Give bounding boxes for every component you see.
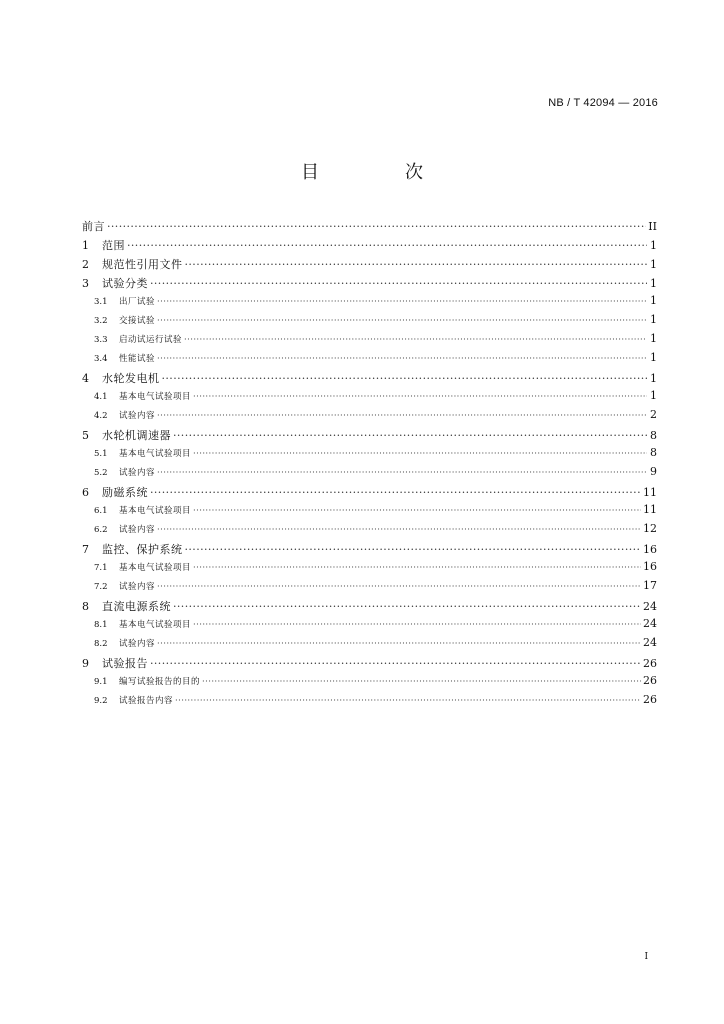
page-number: I — [644, 952, 648, 962]
toc-entry[interactable] — [82, 446, 657, 465]
toc-entry[interactable] — [82, 636, 657, 655]
toc-entry-label: 交接试验 — [119, 316, 156, 326]
toc-dot-leader — [127, 239, 647, 252]
toc-entry-label: 基本电气试验项目 — [119, 620, 192, 630]
toc-entry-number: 9.1 — [94, 677, 108, 687]
toc-dot-leader — [150, 486, 641, 499]
toc-entry-label: 试验报告内容 — [119, 696, 174, 706]
toc-entry-page: 11 — [643, 486, 657, 499]
toc-entry-page: 1 — [650, 389, 657, 402]
toc-entry[interactable] — [82, 484, 657, 503]
toc-entry-page: 24 — [643, 636, 657, 649]
toc-entry-number: 5.1 — [94, 449, 108, 459]
toc-entry-number: 7 — [82, 543, 89, 556]
toc-entry-page: 16 — [643, 560, 657, 573]
page-title: 目 次 — [301, 162, 457, 183]
toc-entry[interactable] — [82, 294, 657, 313]
toc-dot-leader — [184, 335, 647, 345]
toc-entry-page: 11 — [643, 503, 657, 516]
toc-entry-number: 7.2 — [94, 582, 108, 592]
toc-entry-page: 2 — [650, 408, 657, 421]
toc-entry-label: 性能试验 — [119, 354, 156, 364]
toc-entry-page: 26 — [643, 674, 657, 687]
toc-entry-label: 启动试运行试验 — [119, 335, 183, 345]
toc-entry-number: 2 — [82, 258, 89, 271]
toc-dot-leader — [202, 677, 641, 687]
toc-entry-page: 1 — [650, 351, 657, 364]
toc-entry-label: 试验内容 — [119, 468, 156, 478]
toc-entry-label: 试验内容 — [119, 582, 156, 592]
toc-entry[interactable] — [82, 275, 657, 294]
table-of-contents — [82, 218, 657, 712]
toc-dot-leader — [175, 696, 641, 706]
toc-entry-page: 9 — [650, 465, 657, 478]
toc-entry-label: 直流电源系统 — [102, 600, 171, 613]
toc-entry-label: 基本电气试验项目 — [119, 449, 192, 459]
toc-dot-leader — [173, 429, 647, 442]
toc-entry-number: 5.2 — [94, 468, 108, 478]
toc-entry-page: 1 — [650, 332, 657, 345]
toc-entry-number: 3 — [82, 277, 89, 290]
toc-entry-label: 基本电气试验项目 — [119, 563, 192, 573]
toc-dot-leader — [157, 468, 647, 478]
toc-entry-page: 16 — [643, 543, 657, 556]
toc-dot-leader — [107, 220, 646, 233]
toc-entry[interactable] — [82, 389, 657, 408]
toc-entry-label: 试验分类 — [102, 277, 148, 290]
toc-dot-leader — [193, 392, 647, 402]
toc-dot-leader — [193, 620, 641, 630]
toc-entry-number: 9 — [82, 657, 89, 670]
toc-entry-label: 试验内容 — [119, 411, 156, 421]
toc-entry[interactable] — [82, 522, 657, 541]
toc-dot-leader — [157, 525, 641, 535]
toc-dot-leader — [157, 316, 647, 326]
toc-entry[interactable] — [82, 541, 657, 560]
toc-entry[interactable] — [82, 313, 657, 332]
toc-entry-number: 4 — [82, 372, 89, 385]
toc-entry-label: 规范性引用文件 — [102, 258, 183, 271]
toc-entry-page: 1 — [650, 258, 657, 271]
toc-entry-number: 6.2 — [94, 525, 108, 535]
toc-entry-label: 水轮发电机 — [102, 372, 160, 385]
toc-dot-leader — [193, 449, 647, 459]
toc-dot-leader — [157, 411, 647, 421]
toc-dot-leader — [193, 563, 641, 573]
toc-dot-leader — [157, 639, 641, 649]
toc-entry-label: 基本电气试验项目 — [119, 392, 192, 402]
toc-entry-page: 8 — [650, 446, 657, 459]
toc-entry-number: 6.1 — [94, 506, 108, 516]
toc-entry[interactable] — [82, 617, 657, 636]
toc-entry[interactable] — [82, 237, 657, 256]
toc-entry-page: 1 — [650, 277, 657, 290]
toc-dot-leader — [150, 657, 641, 670]
toc-entry-label: 编写试验报告的目的 — [119, 677, 201, 687]
toc-entry-page: 24 — [643, 617, 657, 630]
toc-entry-page: II — [648, 220, 657, 233]
toc-entry-number: 8.2 — [94, 639, 108, 649]
toc-entry-label: 试验报告 — [102, 657, 148, 670]
toc-entry[interactable] — [82, 465, 657, 484]
toc-entry-label: 基本电气试验项目 — [119, 506, 192, 516]
toc-entry-number: 8 — [82, 600, 89, 613]
toc-dot-leader — [157, 582, 641, 592]
toc-entry-page: 1 — [650, 294, 657, 307]
toc-entry-number: 3.2 — [94, 316, 108, 326]
toc-entry-number: 5 — [82, 429, 89, 442]
toc-entry-number: 4.2 — [94, 411, 108, 421]
toc-entry-number: 3.3 — [94, 335, 108, 345]
toc-entry-page: 12 — [643, 522, 657, 535]
toc-entry[interactable] — [82, 218, 657, 237]
toc-entry[interactable] — [82, 598, 657, 617]
toc-entry-label: 监控、保护系统 — [102, 543, 183, 556]
toc-entry-page: 26 — [643, 657, 657, 670]
toc-entry-label: 前言 — [82, 220, 105, 233]
toc-entry-label: 励磁系统 — [102, 486, 148, 499]
toc-entry-page: 26 — [643, 693, 657, 706]
toc-entry-label: 试验内容 — [119, 525, 156, 535]
toc-dot-leader — [157, 297, 647, 307]
toc-entry-number: 4.1 — [94, 392, 108, 402]
toc-entry[interactable] — [82, 332, 657, 351]
toc-dot-leader — [173, 600, 641, 613]
toc-entry[interactable] — [82, 655, 657, 674]
toc-entry-number: 3.4 — [94, 354, 108, 364]
toc-entry[interactable] — [82, 370, 657, 389]
toc-entry-label: 范围 — [102, 239, 125, 252]
toc-entry[interactable] — [82, 408, 657, 427]
toc-entry-page: 17 — [643, 579, 657, 592]
toc-entry-number: 3.1 — [94, 297, 108, 307]
toc-entry-number: 7.1 — [94, 563, 108, 573]
toc-entry-label: 水轮机调速器 — [102, 429, 171, 442]
toc-dot-leader — [185, 543, 642, 556]
standard-code: NB / T 42094 — 2016 — [548, 97, 658, 109]
toc-entry-number: 6 — [82, 486, 89, 499]
toc-dot-leader — [162, 372, 648, 385]
toc-dot-leader — [157, 354, 647, 364]
toc-entry-page: 24 — [643, 600, 657, 613]
toc-entry-label: 出厂试验 — [119, 297, 156, 307]
toc-entry-number: 8.1 — [94, 620, 108, 630]
toc-entry[interactable] — [82, 427, 657, 446]
toc-dot-leader — [150, 277, 647, 290]
toc-entry[interactable] — [82, 503, 657, 522]
toc-entry-page: 1 — [650, 239, 657, 252]
toc-entry-page: 8 — [650, 429, 657, 442]
toc-dot-leader — [185, 258, 648, 271]
toc-entry[interactable] — [82, 351, 657, 370]
toc-entry[interactable] — [82, 256, 657, 275]
toc-entry-page: 1 — [650, 313, 657, 326]
toc-entry-number: 1 — [82, 239, 89, 252]
toc-entry[interactable] — [82, 579, 657, 598]
toc-entry[interactable] — [82, 693, 657, 712]
toc-entry-number: 9.2 — [94, 696, 108, 706]
toc-entry-page: 1 — [650, 372, 657, 385]
toc-entry-label: 试验内容 — [119, 639, 156, 649]
toc-entry[interactable] — [82, 560, 657, 579]
toc-dot-leader — [193, 506, 641, 516]
toc-entry[interactable] — [82, 674, 657, 693]
